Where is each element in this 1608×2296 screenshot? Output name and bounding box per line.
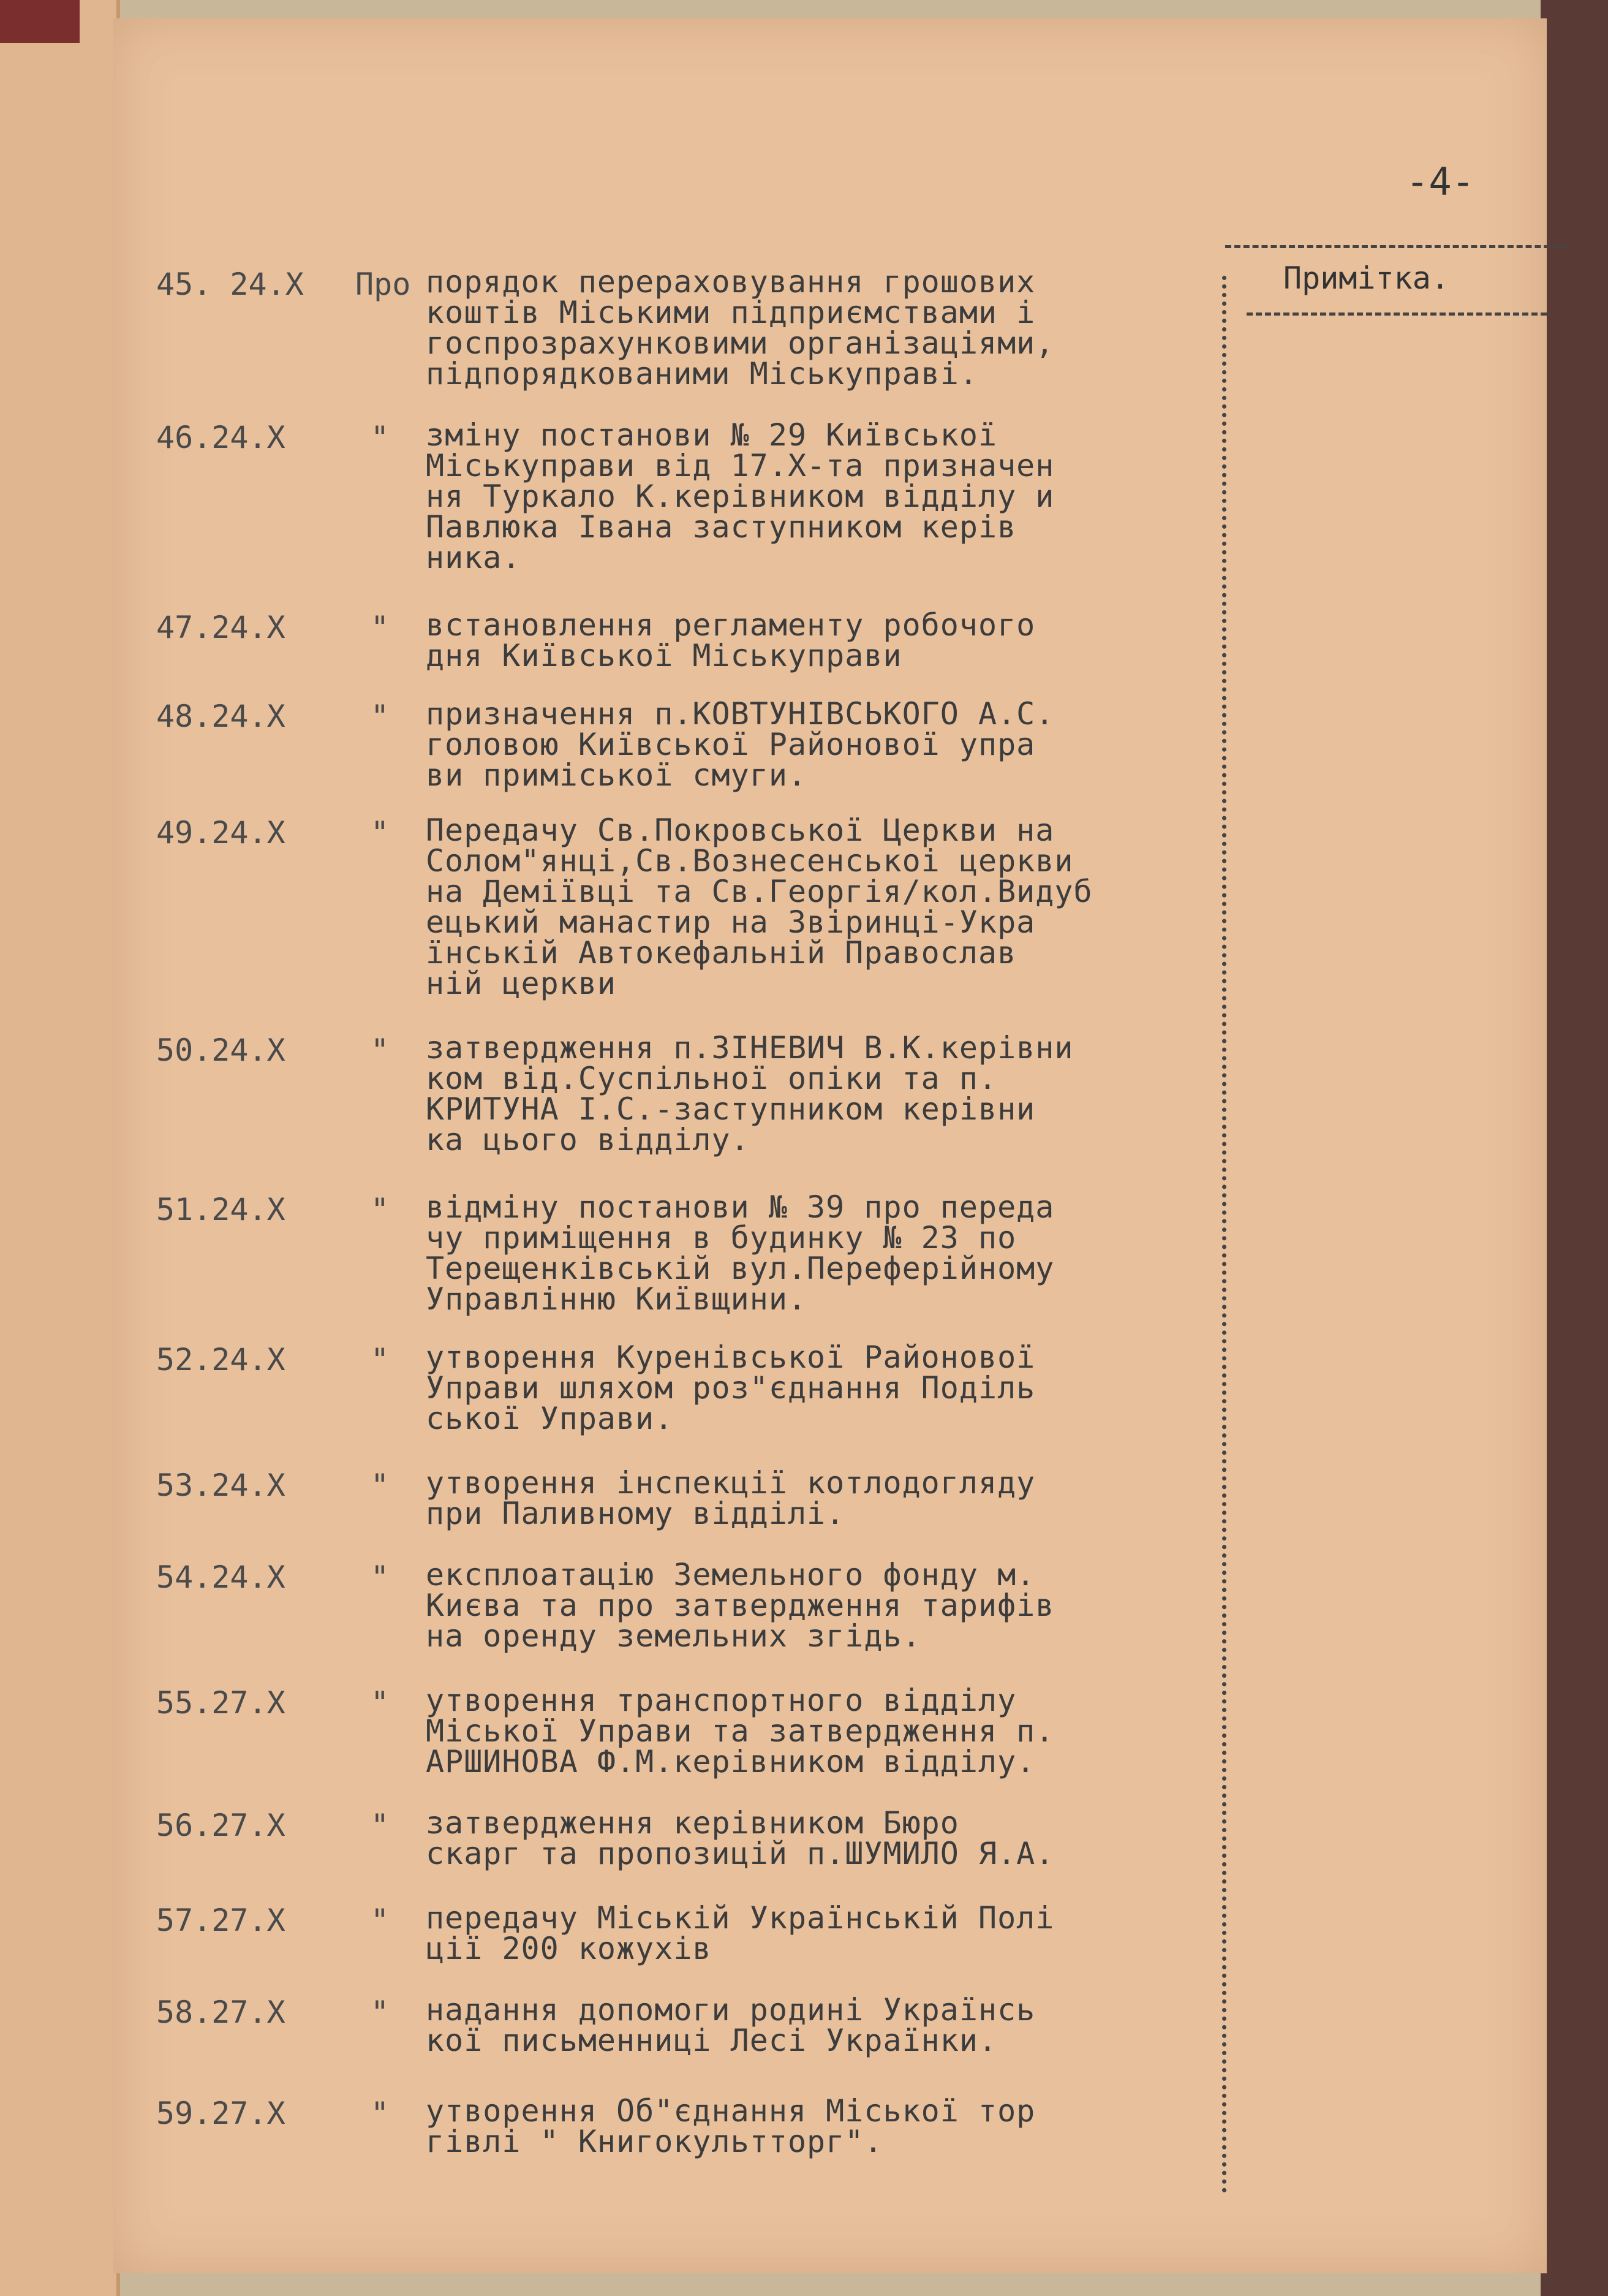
ditto-mark: " <box>371 1559 390 1595</box>
ditto-mark: " <box>371 699 390 734</box>
entry-number: 54.24.X <box>156 1559 285 1595</box>
entry-number: 55.27.X <box>156 1685 285 1721</box>
entry-text: затвердження п.ЗІНЕВИЧ В.К.керівни ком від.Суспільної опіки та п. КРИТУНА І.С.-заступником керівни ка цього відділу. <box>426 1030 1074 1157</box>
ditto-mark: " <box>371 1685 390 1721</box>
entry-text: порядок перераховування грошових коштів Міськими підприємствами і госпрозрахунковими організаціями, підпорядкованими Міськуправі. <box>426 264 1055 392</box>
entry-text: експлоатацію Земельного фонду м. Києва та про затвердження тарифів на оренду земельних згідь. <box>426 1557 1055 1654</box>
entry-number: 46.24.X <box>156 420 285 455</box>
ditto-mark: " <box>371 815 390 851</box>
document-page <box>113 18 1547 2273</box>
entry-text: утворення Куренівської Районової Управи шляхом роз"єднання Поділь ської Управи. <box>426 1339 1036 1436</box>
entry-number: 45. 24.X <box>156 267 304 302</box>
entry-text: утворення інспекції котлодогляду при Паливному відділі. <box>426 1465 1036 1531</box>
entry-text: встановлення регламенту робочого дня Київської Міськуправи <box>426 607 1036 673</box>
entry-number: 50.24.X <box>156 1032 285 1068</box>
entry-number: 56.27.X <box>156 1808 285 1843</box>
entry-number: 57.27.X <box>156 1903 285 1938</box>
entry-text: утворення транспортного відділу Міської Управи та затвердження п. АРШИНОВА Ф.М.керівником відділу. <box>426 1683 1055 1779</box>
ditto-mark: " <box>371 1032 390 1068</box>
entry-text: передачу Міській Українській Полі ції 200 кожухів <box>426 1900 1055 1966</box>
entry-text: утворення Об"єднання Міської тор гівлі " Книгокультторг". <box>426 2093 1036 2159</box>
entry-number: 49.24.X <box>156 815 285 851</box>
ditto-mark: " <box>371 1192 390 1227</box>
entry-number: 51.24.X <box>156 1192 285 1227</box>
ditto-mark: " <box>371 610 390 645</box>
ditto-mark: " <box>371 2096 390 2131</box>
entry-number: 47.24.X <box>156 610 285 645</box>
ditto-mark: " <box>371 420 390 455</box>
ditto-mark: " <box>371 1903 390 1938</box>
entry-text: відміну постанови № 39 про переда чу приміщення в будинку № 23 по Терещенківській вул.Переферійному Управлінню Київщини. <box>426 1189 1055 1317</box>
entry-text: надання допомоги родині Українсь кої письменниці Лесі Українки. <box>426 1992 1036 2058</box>
entry-text: Передачу Св.Покровської Церкви на Солом"янці,Св.Вознесенськоі церкви на Деміївці та Св.Георгія/кол.Видуб ецький манастир на Звіринці-Укра їнській Автокефальній Православ ній церкви <box>426 813 1093 1001</box>
ditto-mark: " <box>371 1808 390 1843</box>
page-number: -4- <box>1406 159 1474 204</box>
ditto-mark: " <box>371 1342 390 1377</box>
entry-number: 52.24.X <box>156 1342 285 1377</box>
notes-column-header: Примітка. <box>1283 260 1449 296</box>
entry-number: 53.24.X <box>156 1468 285 1503</box>
binding-right <box>1541 0 1608 2296</box>
entry-number: 48.24.X <box>156 699 285 734</box>
entry-number: 59.27.X <box>156 2096 285 2131</box>
notes-dashed-line <box>1247 313 1547 316</box>
ditto-mark: " <box>371 1468 390 1503</box>
entry-text: зміну постанови № 29 Київської Міськуправи від 17.Х-та призначен ня Туркало К.керівником відділу и Павлюка Івана заступником керів ника. <box>426 417 1055 575</box>
entry-text: затвердження керівником Бюро скарг та пропозицій п.ШУМИЛО Я.А. <box>426 1805 1055 1871</box>
header-dashed-line <box>1225 245 1568 248</box>
binding-left <box>0 0 120 2296</box>
ditto-mark: " <box>371 1995 390 2030</box>
entry-number: 58.27.X <box>156 1995 285 2030</box>
entry-prefix: Про <box>355 267 411 302</box>
entry-text: призначення п.КОВТУНІВСЬКОГО А.С. головою Київської Районової упра ви приміської смуги. <box>426 696 1055 793</box>
